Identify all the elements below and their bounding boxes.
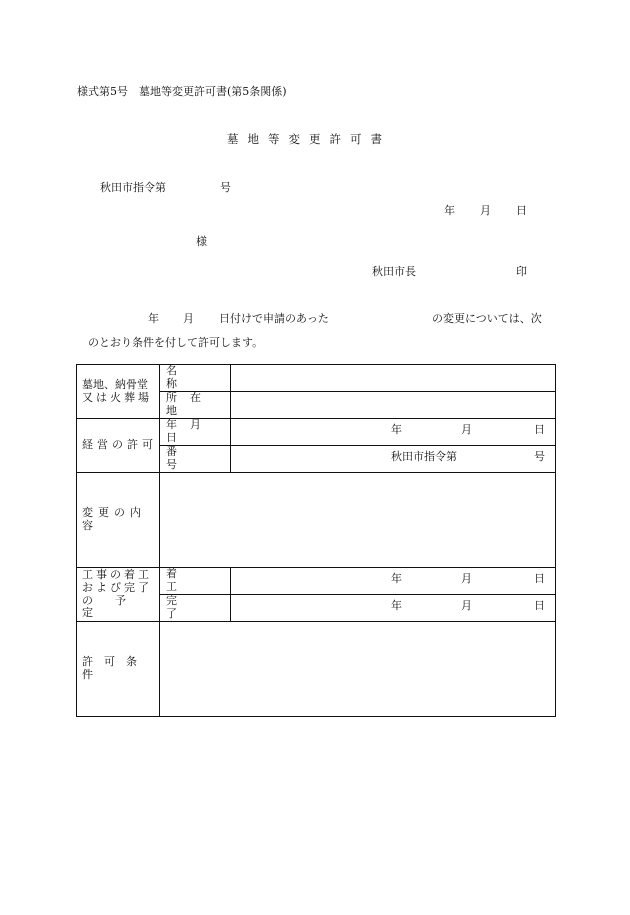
construction-label-line2: および完了: [82, 580, 152, 594]
construction-end-month: 月: [461, 599, 472, 612]
body-text-part1: 日付けで申請のあった: [219, 312, 329, 325]
construction-end-year: 年: [391, 599, 402, 612]
permit-number-label: 番号: [166, 445, 215, 471]
construction-label-cell: [77, 568, 160, 622]
body-text-line2: のとおり条件を付して許可します。: [88, 336, 264, 349]
facility-name-value[interactable]: [231, 365, 556, 392]
permit-label-cell: [77, 419, 160, 473]
change-content-value[interactable]: [160, 473, 556, 568]
body-text-part2: の変更については、次: [432, 312, 542, 325]
table-row: [77, 365, 556, 392]
permit-date-year: 年: [391, 423, 402, 436]
facility-label-line2: 又は火葬場: [82, 390, 152, 404]
facility-location-label-cell: [160, 392, 231, 419]
construction-end-value-cell[interactable]: [231, 595, 556, 622]
table-row: [77, 568, 556, 595]
facility-location-label: 所在地: [166, 391, 214, 417]
permit-date-month: 月: [461, 423, 472, 436]
table-row: [77, 473, 556, 568]
document-title: 墓地等変更許可書: [227, 132, 391, 146]
body-month: 月: [183, 312, 194, 325]
permit-date-value-cell[interactable]: [231, 419, 556, 446]
construction-end-label: 完了: [166, 594, 215, 620]
construction-start-day: 日: [534, 572, 545, 585]
body-year: 年: [148, 312, 159, 325]
construction-start-year: 年: [391, 572, 402, 585]
permit-date-label: 年月日: [166, 418, 214, 444]
issuer-name: 秋田市長: [372, 265, 416, 278]
form-number: 様式第5号 墓地等変更許可書(第5条関係): [77, 85, 287, 98]
permit-number-prefix-cell: 秋田市指令第: [391, 450, 457, 463]
construction-label-line1: 工事の着工: [82, 568, 152, 582]
conditions-value[interactable]: [160, 622, 556, 717]
permit-label: 経営の許可: [82, 438, 157, 452]
table-row: [77, 622, 556, 717]
facility-location-value[interactable]: [231, 392, 556, 419]
facility-name-label: 名称: [166, 364, 215, 390]
change-label-cell: [77, 473, 160, 568]
construction-start-label: 着工: [166, 567, 215, 593]
permit-number-value-cell[interactable]: [231, 446, 556, 473]
permit-date-day: 日: [534, 423, 545, 436]
table-row: [77, 419, 556, 446]
construction-end-day: 日: [534, 599, 545, 612]
date-month: 月: [480, 204, 491, 217]
conditions-label: 許可条件: [82, 655, 148, 681]
change-label: 変更の内容: [82, 506, 146, 532]
permit-date-label-cell: [160, 419, 231, 446]
construction-start-label-cell: [160, 568, 231, 595]
construction-start-value-cell[interactable]: [231, 568, 556, 595]
issuer-seal: 印: [516, 265, 527, 278]
construction-start-month: 月: [461, 572, 472, 585]
facility-label-line1: 墓地、納骨堂: [82, 377, 148, 391]
addressee-honorific: 様: [196, 235, 207, 248]
conditions-label-cell: [77, 622, 160, 717]
permit-form-table: [76, 364, 556, 717]
permit-number-prefix: 秋田市指令第: [100, 181, 166, 194]
date-day: 日: [516, 204, 527, 217]
construction-label-line3: の予定: [82, 593, 148, 620]
date-year: 年: [444, 204, 455, 217]
facility-name-label-cell: [160, 365, 231, 392]
permit-number-suffix: 号: [220, 181, 231, 194]
permit-number-label-cell: [160, 446, 231, 473]
facility-label-cell: [77, 365, 160, 419]
construction-end-label-cell: [160, 595, 231, 622]
permit-number-suffix-cell: 号: [534, 450, 545, 463]
